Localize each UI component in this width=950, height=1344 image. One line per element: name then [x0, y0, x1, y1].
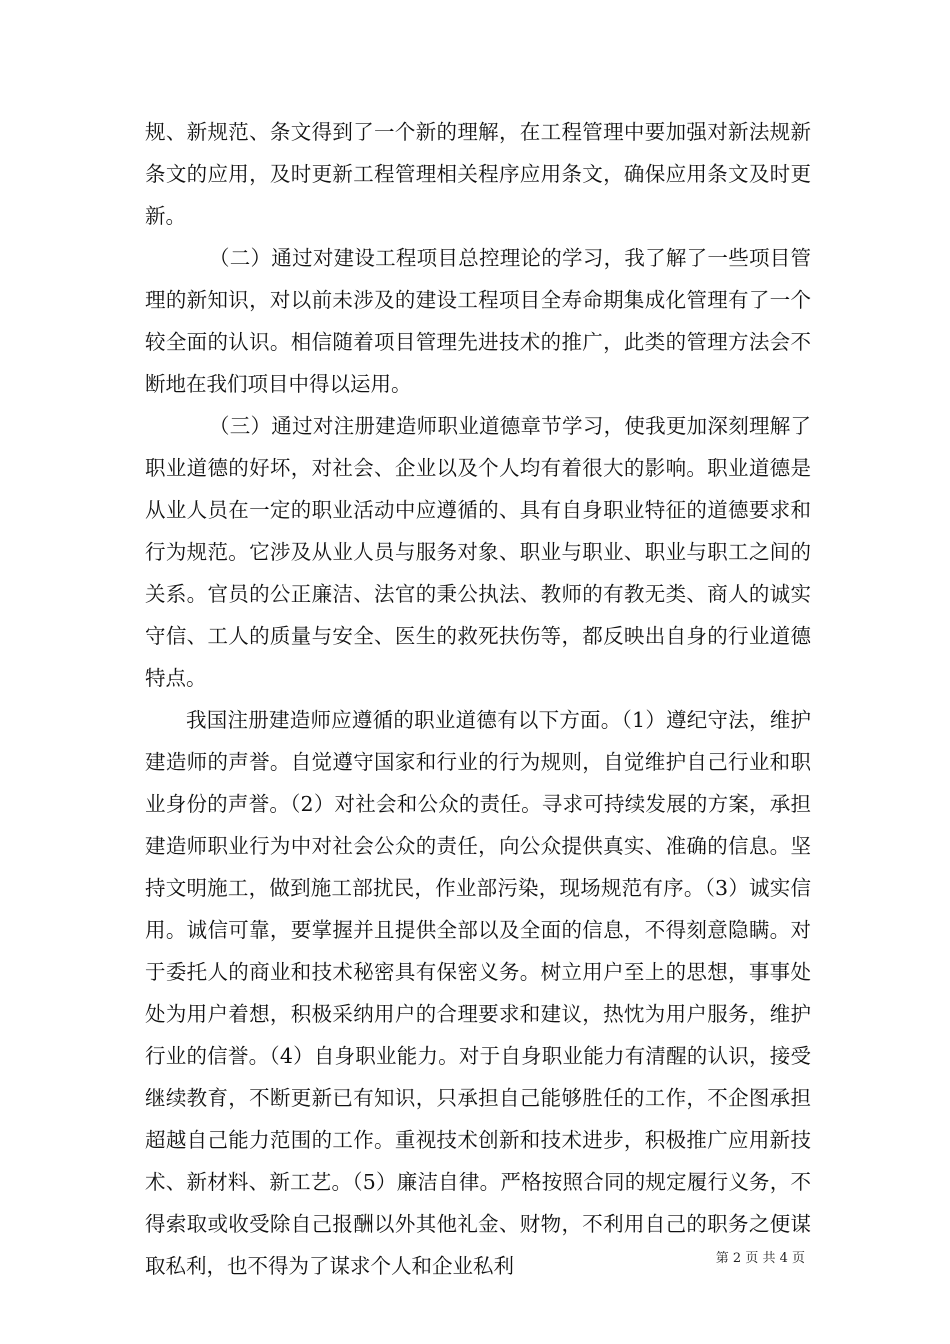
paragraph-professional-ethics: 我国注册建造师应遵循的职业道德有以下方面。（1）遵纪守法，维护建造师的声誉。自觉遵守国家和行业的行为规则，自觉维护自己行业和职业身份的声誉。（2）对社会和公众的责任。寻求可持续发展的方案，承担建造师职业行为中对社会公众的责任，向公众提供真实、准确的信息。坚持文明施工，做到施工部扰民，作业部污染，现场规范有序。（3）诚实信用。诚信可靠，要掌握并且提供全部以及全面的信息，不得刻意隐瞒。对于委托人的商业和技术秘密具有保密义务。树立用户至上的思想，事事处处为用户着想，积极采纳用户的合理要求和建议，热忱为用户服务，维护行业的信誉。（4）自身职业能力。对于自身职业能力有清醒的认识，接受继续教育，不断更新已有知识，只承担自己能够胜任的工作，不企图承担超越自己能力范围的工作。重视技术创新和技术进步，积极推广应用新技术、新材料、新工艺。（5）廉洁自律。严格按照合同的规定履行义务，不得索取或收受除自己报酬以外其他礼金、财物，不利用自己的职务之便谋取私利，也不得为了谋求个人和企业私利 — [145, 708, 811, 1278]
paragraph-continuation: 规、新规范、条文得到了一个新的理解，在工程管理中要加强对新法规新条文的应用，及时更新工程管理相关程序应用条文，确保应用条文及时更新。 — [145, 120, 811, 228]
paragraph-section-three: （三）通过对注册建造师职业道德章节学习，使我更加深刻理解了职业道德的好坏，对社会、企业以及个人均有着很大的影响。职业道德是从业人员在一定的职业活动中应遵循的、具有自身职业特征的道德要求和行为规范。它涉及从业人员与服务对象、职业与职业、职业与职工之间的关系。官员的公正廉洁、法官的秉公执法、教师的有教无类、商人的诚实守信、工人的质量与安全、医生的救死扶伤等，都反映出自身的行业道德特点。 — [145, 414, 811, 690]
page-number: 第 2 页 共 4 页 — [715, 1251, 805, 1266]
paragraph-section-two: （二）通过对建设工程项目总控理论的学习，我了解了一些项目管理的新知识，对以前未涉及的建设工程项目全寿命期集成化管理有了一个较全面的认识。相信随着项目管理先进技术的推广，此类的管理方法会不断地在我们项目中得以运用。 — [145, 246, 811, 396]
document-body — [145, 111, 811, 1287]
